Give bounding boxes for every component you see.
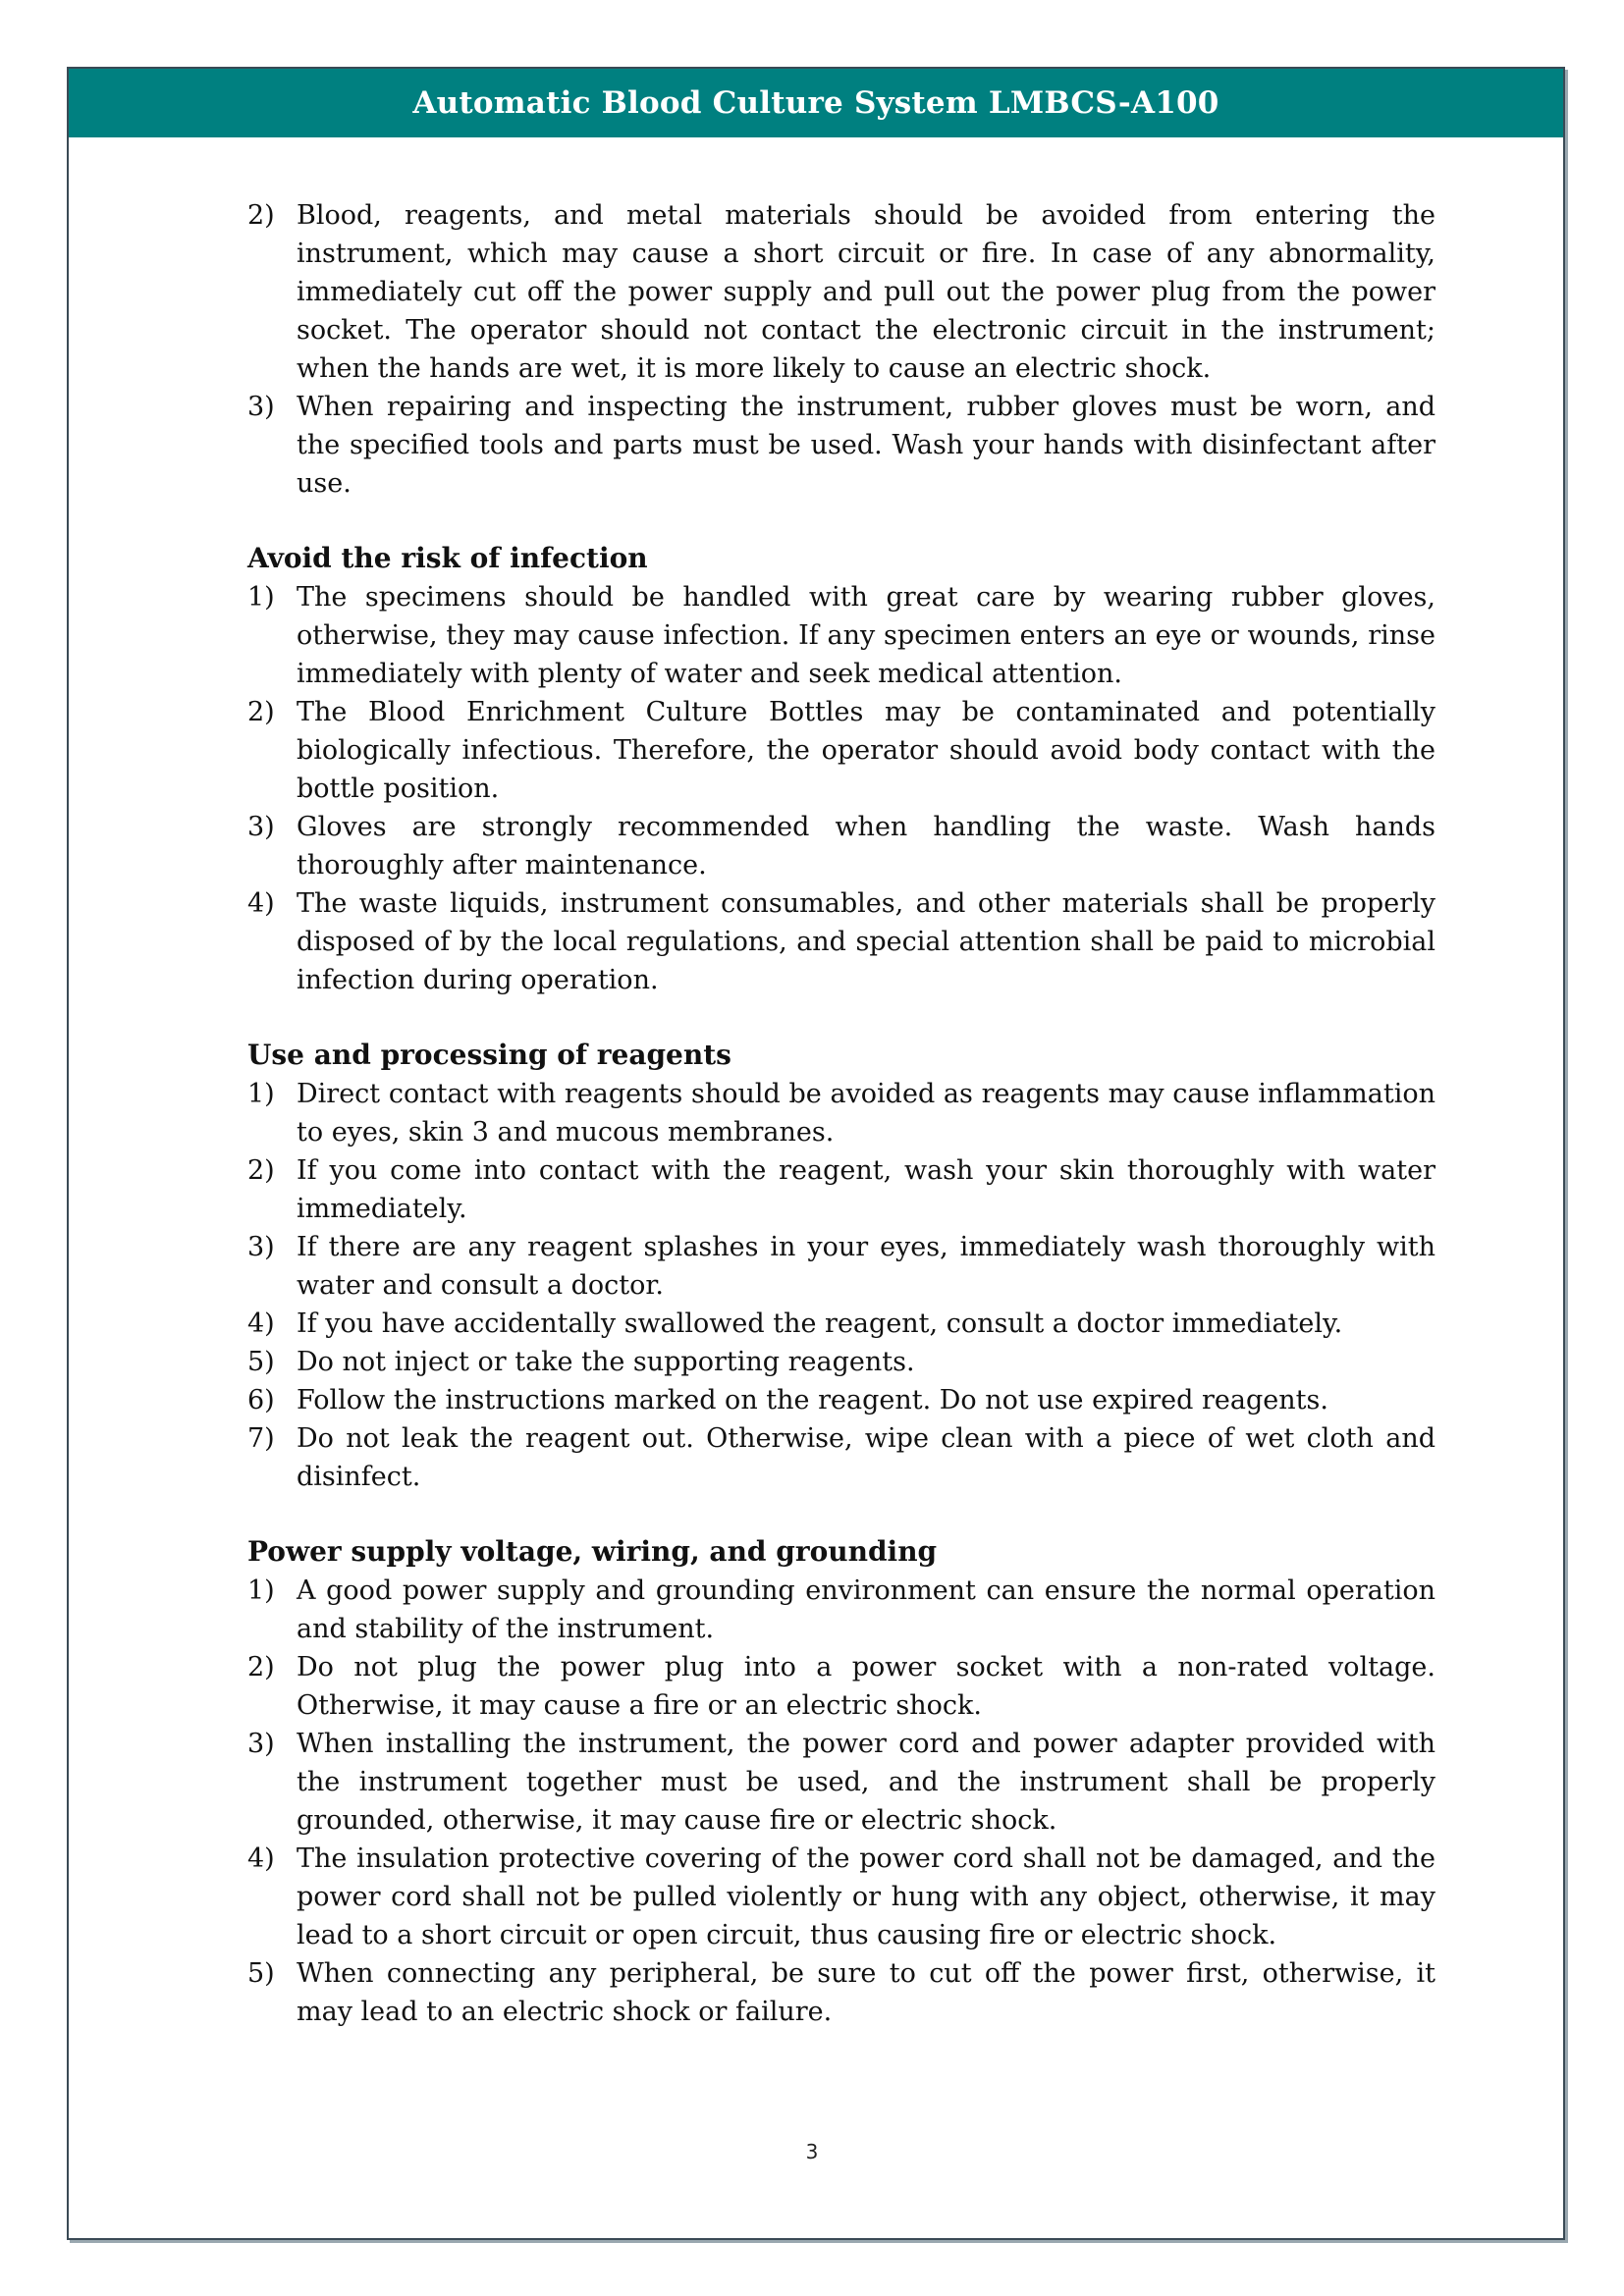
item-text: When installing the instrument, the power cord and power adapter provided with the instrument together must be used, and the instrument shall be properly grounded, otherwise, it may cause fire or electric shock.: [297, 1729, 1435, 1836]
header-bar: [69, 69, 1563, 137]
list-item: [247, 884, 1435, 999]
page-number: 3: [805, 2140, 819, 2163]
item-number: 2): [247, 1155, 275, 1186]
list-item: [247, 1572, 1435, 1648]
item-number: 1): [247, 1079, 275, 1109]
item-number: 5): [247, 1347, 275, 1377]
item-text: A good power supply and grounding environment can ensure the normal operation and stability of the instrument.: [297, 1575, 1435, 1644]
list-item: [247, 1305, 1435, 1343]
section-heading-reagents: Use and processing of reagents: [247, 1039, 731, 1071]
section-heading-infection: Avoid the risk of infection: [247, 542, 648, 574]
item-number: 3): [247, 1729, 275, 1759]
list-item: [247, 808, 1435, 884]
item-number: 7): [247, 1423, 275, 1454]
item-number: 2): [247, 697, 275, 727]
list-item: [247, 1381, 1435, 1419]
item-text: The Blood Enrichment Culture Bottles may be contaminated and potentially biologically infectious. Therefore, the operator should avoid body contact with the bottle position.: [297, 697, 1435, 804]
item-text: Direct contact with reagents should be avoided as reagents may cause inflammation to eyes, skin 3 and mucous membranes.: [297, 1079, 1435, 1148]
item-text: Do not plug the power plug into a power socket with a non-rated voltage. Otherwise, it may cause a fire or an electric shock.: [297, 1652, 1435, 1721]
item-text: Follow the instructions marked on the reagent. Do not use expired reagents.: [297, 1385, 1328, 1415]
item-text: When repairing and inspecting the instrument, rubber gloves must be worn, and the specified tools and parts must be used. Wash your hands with disinfectant after use.: [297, 392, 1435, 499]
item-number: 4): [247, 1843, 275, 1874]
item-text: The specimens should be handled with great care by wearing rubber gloves, otherwise, they may cause infection. If any specimen enters an eye or wounds, rinse immediately with plenty of water and seek medical attention.: [297, 582, 1435, 689]
item-text: The waste liquids, instrument consumables, and other materials shall be properly disposed of by the local regulations, and special attention shall be paid to microbial infection during operation.: [297, 888, 1435, 995]
list-item: [247, 1151, 1435, 1228]
item-number: 3): [247, 812, 275, 842]
list-item: [247, 1840, 1435, 1954]
list-item: [247, 578, 1435, 693]
list-item: [247, 1725, 1435, 1840]
item-text: Gloves are strongly recommended when handling the waste. Wash hands thoroughly after maintenance.: [297, 812, 1435, 881]
list-item: [247, 1419, 1435, 1496]
page-content: [247, 196, 1435, 2031]
list-item: [247, 1954, 1435, 2031]
item-text: If you come into contact with the reagent, wash your skin thoroughly with water immediately.: [297, 1155, 1435, 1224]
item-text: If there are any reagent splashes in your eyes, immediately wash thoroughly with water and consult a doctor.: [297, 1232, 1435, 1301]
item-text: The insulation protective covering of the power cord shall not be damaged, and the power cord shall not be pulled violently or hung with any object, otherwise, it may lead to a short circuit or open circuit, thus causing fire or electric shock.: [297, 1843, 1435, 1950]
item-number: 4): [247, 1308, 275, 1339]
section-list-reagents: [247, 1075, 1435, 1496]
item-text: When connecting any peripheral, be sure to cut off the power first, otherwise, it may lead to an electric shock or failure.: [297, 1958, 1435, 2027]
list-item: [247, 1343, 1435, 1381]
item-number: 5): [247, 1958, 275, 1989]
item-text: Blood, reagents, and metal materials should be avoided from entering the instrument, which may cause a short circuit or fire. In case of any abnormality, immediately cut off the power supply and pull out the power plug from the power socket. The operator should not contact the electronic circuit in the instrument; when the hands are wet, it is more likely to cause an electric shock.: [297, 200, 1435, 384]
item-text: If you have accidentally swallowed the reagent, consult a doctor immediately.: [297, 1308, 1343, 1339]
section-heading-power: Power supply voltage, wiring, and grounding: [247, 1535, 938, 1568]
list-item: [247, 196, 1435, 388]
list-item: [247, 388, 1435, 503]
item-number: 1): [247, 582, 275, 613]
item-number: 2): [247, 200, 275, 231]
document-title: Automatic Blood Culture System LMBCS-A100: [412, 85, 1219, 121]
item-text: Do not inject or take the supporting reagents.: [297, 1347, 915, 1377]
intro-list: [247, 196, 1435, 503]
list-item: [247, 1228, 1435, 1305]
item-number: 3): [247, 392, 275, 422]
item-number: 3): [247, 1232, 275, 1262]
item-number: 6): [247, 1385, 275, 1415]
item-number: 4): [247, 888, 275, 919]
section-list-infection: [247, 578, 1435, 999]
item-number: 1): [247, 1575, 275, 1606]
list-item: [247, 693, 1435, 808]
list-item: [247, 1075, 1435, 1151]
list-item: [247, 1648, 1435, 1725]
item-text: Do not leak the reagent out. Otherwise, wipe clean with a piece of wet cloth and disinfect.: [297, 1423, 1435, 1492]
section-list-power: [247, 1572, 1435, 2031]
item-number: 2): [247, 1652, 275, 1682]
